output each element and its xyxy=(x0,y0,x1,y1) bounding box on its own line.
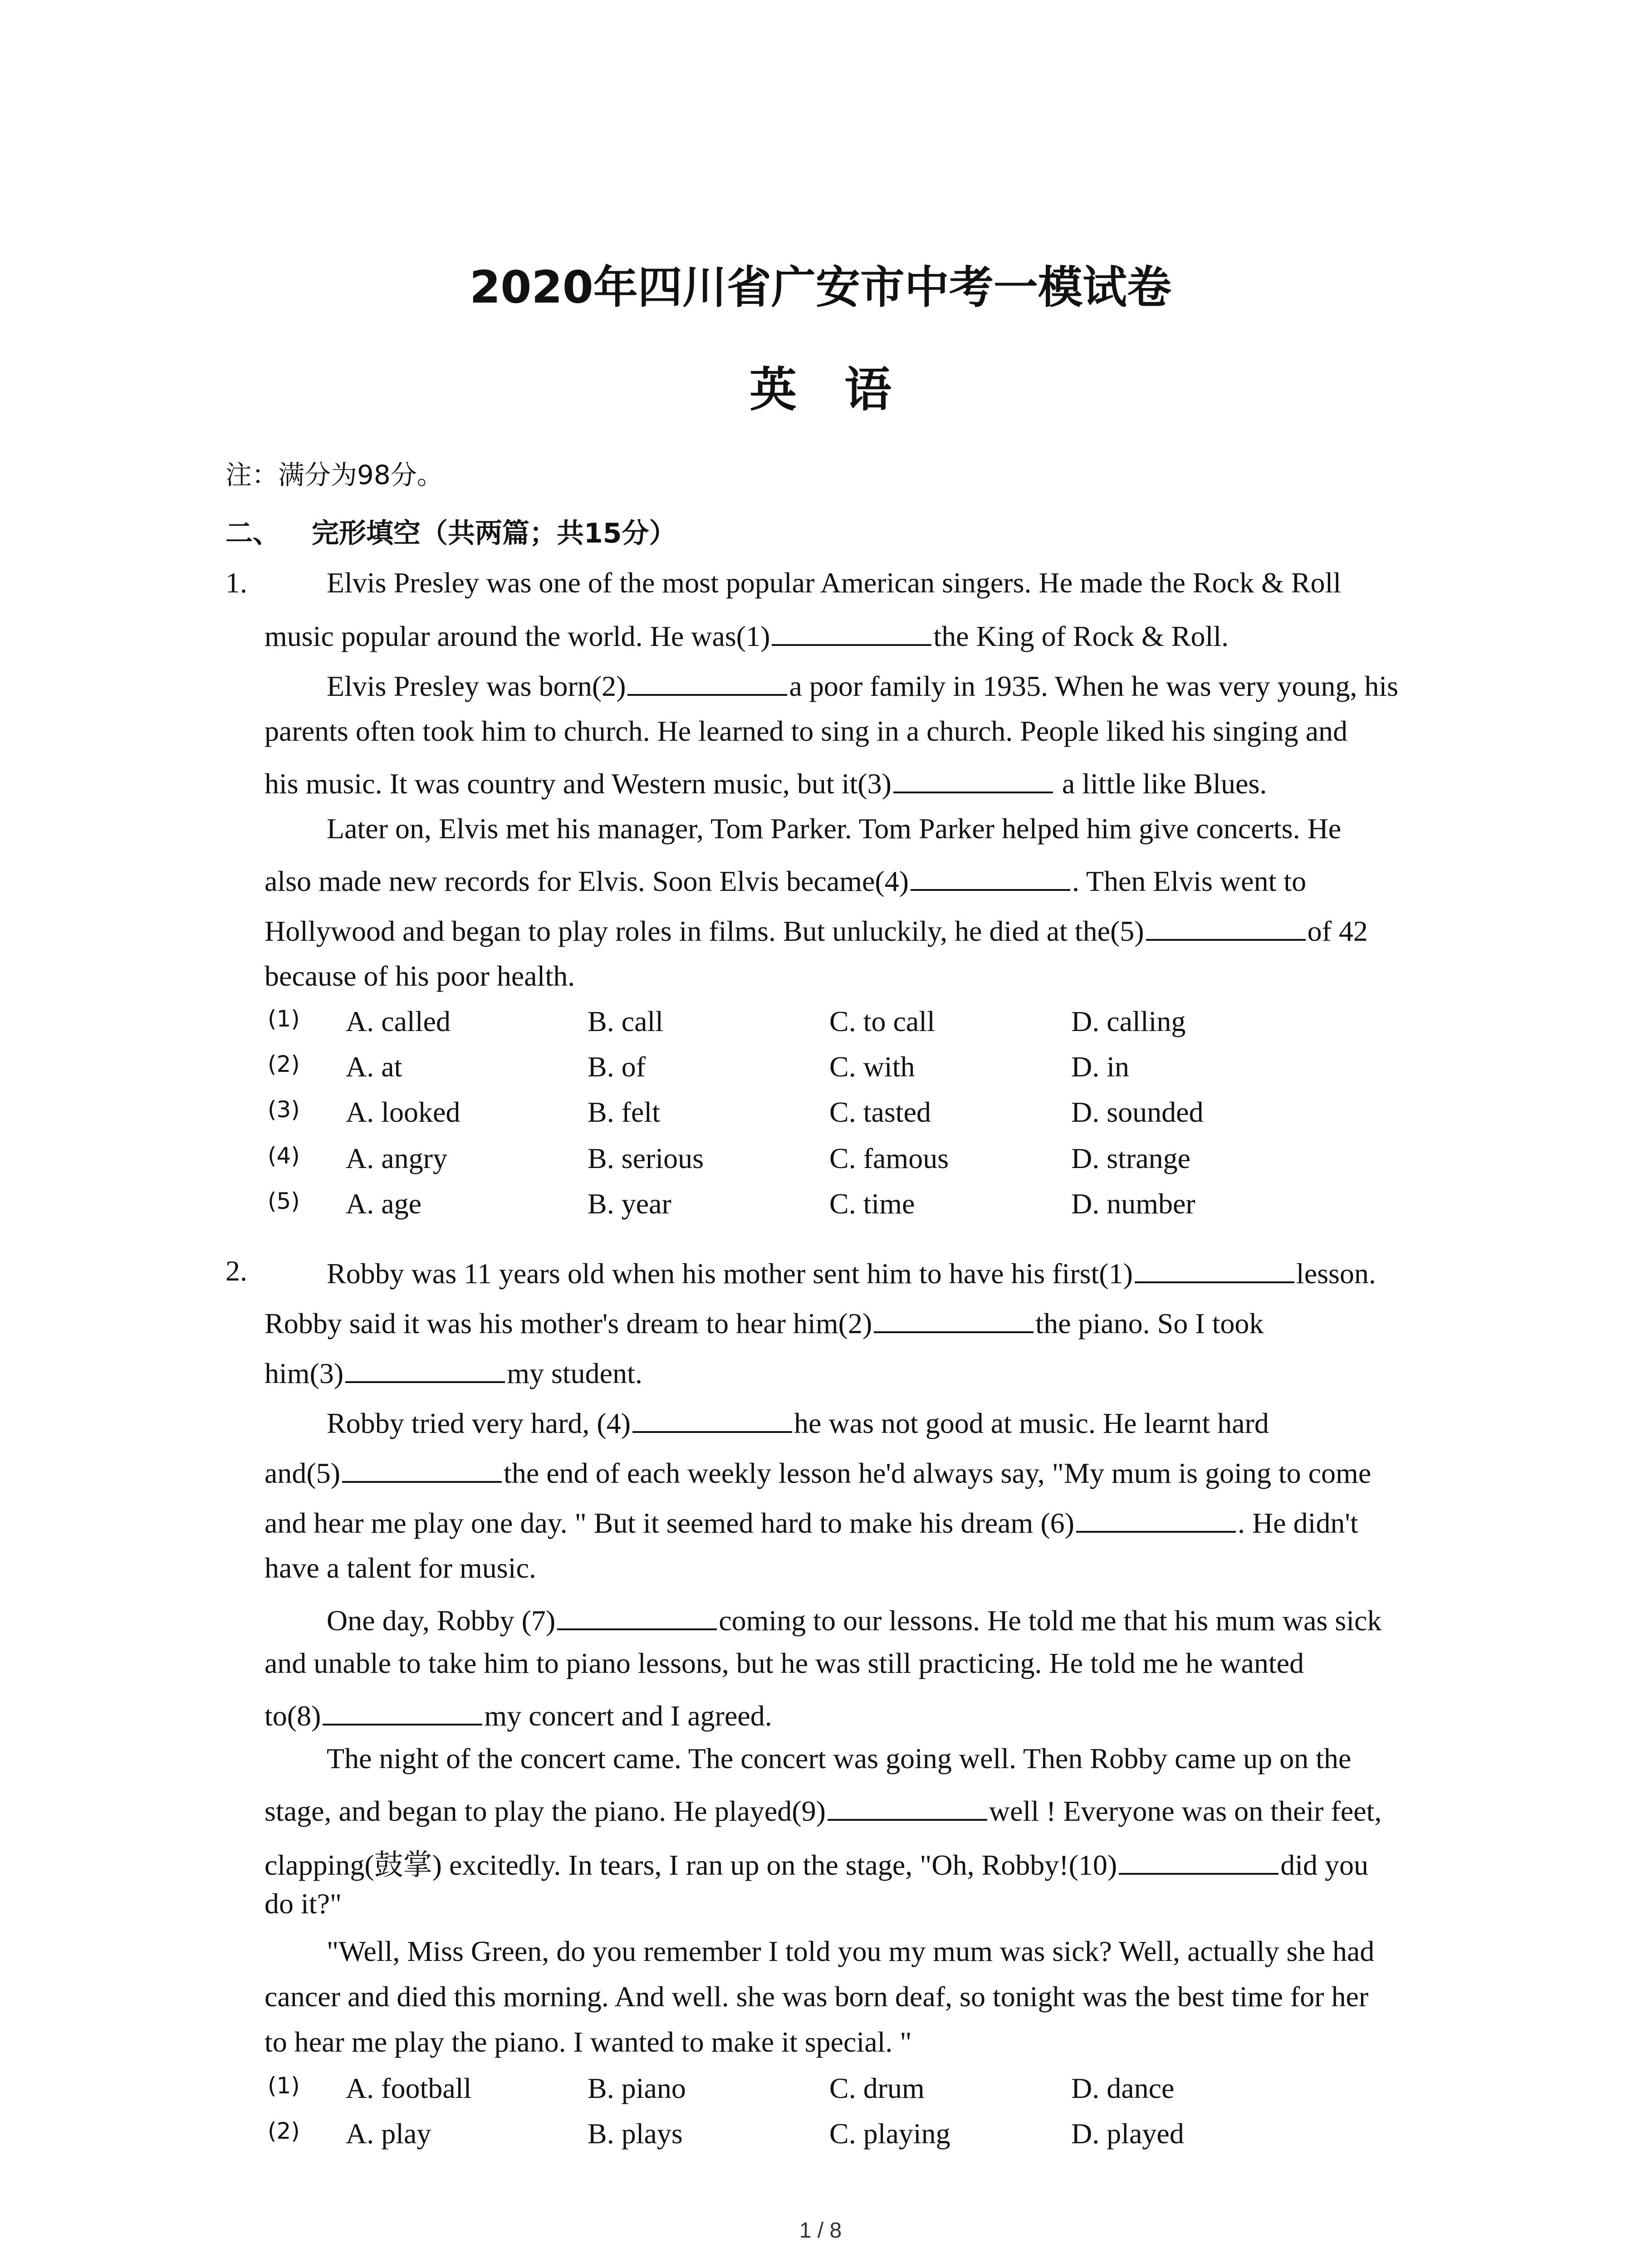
answer-blank xyxy=(557,1601,717,1630)
section-title: 完形填空（共两篇；共15分） xyxy=(312,518,676,549)
passage-text: him(3) xyxy=(265,1357,344,1389)
option-a[interactable]: A. looked xyxy=(346,1096,460,1128)
passage-text: clapping(鼓掌) excitedly. In tears, I ran up on the stage, "Oh, Robby!(10) xyxy=(265,1849,1117,1881)
option-b[interactable]: B. of xyxy=(588,1051,646,1083)
passage-line xyxy=(327,1742,1351,1775)
passage-line xyxy=(327,812,1341,846)
passage-line xyxy=(265,714,1347,748)
passage-line xyxy=(265,1842,1368,1883)
passage-line xyxy=(265,2025,912,2059)
passage-line xyxy=(265,1354,642,1390)
option-b[interactable]: B. piano xyxy=(588,2072,686,2104)
option-number: (2) xyxy=(268,1051,300,1077)
passage-line xyxy=(265,1551,536,1585)
passage-text: well ! Everyone was on their feet, xyxy=(989,1795,1382,1827)
passage-line xyxy=(327,566,1341,600)
passage-text: Elvis Presley was born(2) xyxy=(327,670,626,702)
passage-line xyxy=(327,1601,1381,1637)
passage-text: a little like Blues. xyxy=(1054,767,1267,800)
answer-blank xyxy=(1076,1504,1236,1533)
option-a[interactable]: A. at xyxy=(346,1051,402,1083)
answer-blank xyxy=(772,617,931,646)
passage-text: One day, Robby (7) xyxy=(327,1604,556,1637)
question-number-1: 1. xyxy=(225,567,247,599)
passage-line xyxy=(265,1792,1381,1828)
passage-text: to hear me play the piano. I wanted to make it special. " xyxy=(265,2026,912,2058)
answer-blank xyxy=(1119,1846,1279,1875)
passage-line xyxy=(327,667,1398,703)
option-c[interactable]: C. tasted xyxy=(829,1096,931,1128)
option-d[interactable]: D. dance xyxy=(1071,2072,1175,2104)
answer-blank xyxy=(1135,1254,1294,1283)
passage-text: music popular around the world. He was(1) xyxy=(265,620,770,652)
passage-text: of 42 xyxy=(1307,915,1368,947)
option-number: (5) xyxy=(268,1188,300,1214)
passage-line xyxy=(265,764,1267,801)
passage-text: the King of Rock & Roll. xyxy=(933,620,1229,652)
option-d[interactable]: D. strange xyxy=(1071,1142,1191,1174)
option-c[interactable]: C. time xyxy=(829,1188,915,1220)
answer-blank xyxy=(627,667,787,696)
option-number: (4) xyxy=(268,1143,300,1169)
option-a[interactable]: A. called xyxy=(346,1005,451,1037)
passage-line xyxy=(265,1980,1368,2014)
passage-text: because of his poor health. xyxy=(265,960,575,992)
option-number: (1) xyxy=(268,1006,300,1032)
passage-line xyxy=(327,1404,1269,1440)
section-number: 二、 xyxy=(225,518,280,549)
answer-blank xyxy=(1146,912,1306,941)
answer-blank xyxy=(323,1696,482,1725)
option-b[interactable]: B. plays xyxy=(588,2117,683,2150)
option-c[interactable]: C. playing xyxy=(829,2117,950,2150)
passage-text: and hear me play one day. " But it seemed hard to make his dream (6) xyxy=(265,1507,1074,1539)
passage-text: parents often took him to church. He learned to sing in a church. People liked his singing and xyxy=(265,715,1347,747)
answer-blank xyxy=(828,1792,987,1821)
passage-text: . Then Elvis went to xyxy=(1072,865,1307,897)
option-number: (2) xyxy=(268,2118,300,2144)
subject-title: 英语 xyxy=(749,362,939,417)
passage-line xyxy=(265,617,1229,653)
passage-text: Elvis Presley was one of the most popular American singers. He made the Rock & Roll xyxy=(327,567,1341,599)
passage-line xyxy=(327,1254,1376,1290)
section-heading xyxy=(225,512,676,551)
passage-text: and(5) xyxy=(265,1457,341,1489)
option-b[interactable]: B. felt xyxy=(588,1096,660,1128)
option-b[interactable]: B. serious xyxy=(588,1142,704,1174)
passage-line xyxy=(265,912,1368,948)
option-c[interactable]: C. to call xyxy=(829,1005,935,1037)
passage-text: coming to our lessons. He told me that his mum was sick xyxy=(719,1604,1382,1637)
answer-blank xyxy=(342,1454,502,1483)
option-d[interactable]: D. calling xyxy=(1071,1005,1186,1037)
passage-text: also made new records for Elvis. Soon Elvis became(4) xyxy=(265,865,909,897)
passage-text: "Well, Miss Green, do you remember I told you my mum was sick? Well, actually she had xyxy=(327,1935,1375,1967)
passage-text: his music. It was country and Western music, but it(3) xyxy=(265,767,892,800)
passage-text: Hollywood and began to play roles in films. But unluckily, he died at the(5) xyxy=(265,915,1144,947)
answer-blank xyxy=(632,1404,792,1433)
page-number: 1 / 8 xyxy=(799,2219,842,2243)
passage-line xyxy=(327,1935,1374,1968)
option-c[interactable]: C. famous xyxy=(829,1142,949,1174)
passage-text: lesson. xyxy=(1296,1257,1376,1290)
passage-text: Later on, Elvis met his manager, Tom Parker. Tom Parker helped him give concerts. He xyxy=(327,812,1342,845)
passage-text: did you xyxy=(1280,1849,1368,1881)
passage-line xyxy=(265,1647,1304,1680)
answer-blank xyxy=(874,1304,1034,1333)
passage-text: the end of each weekly lesson he'd always say, "My mum is going to come xyxy=(504,1457,1372,1489)
passage-line xyxy=(265,1504,1358,1540)
passage-text: and unable to take him to piano lessons, but he was still practicing. He told me he wanted xyxy=(265,1647,1304,1679)
passage-text: stage, and began to play the piano. He played(9) xyxy=(265,1795,826,1827)
passage-text: my concert and I agreed. xyxy=(484,1700,772,1732)
passage-text: do it?" xyxy=(265,1887,342,1920)
answer-blank xyxy=(345,1354,505,1383)
passage-text: Robby was 11 years old when his mother sent him to have his first(1) xyxy=(327,1257,1133,1290)
passage-line xyxy=(265,1887,342,1921)
option-c[interactable]: C. with xyxy=(829,1051,915,1083)
passage-text: the piano. So I took xyxy=(1035,1307,1264,1339)
option-d[interactable]: D. in xyxy=(1071,1051,1129,1083)
option-number: (3) xyxy=(268,1096,300,1123)
score-note: 注：满分为98分。 xyxy=(225,459,443,490)
passage-text: he was not good at music. He learnt hard xyxy=(794,1407,1269,1439)
option-a[interactable]: A. age xyxy=(346,1188,422,1220)
option-a[interactable]: A. angry xyxy=(346,1142,447,1174)
option-number: (1) xyxy=(268,2072,300,2099)
passage-text: The night of the concert came. The concert was going well. Then Robby came up on the xyxy=(327,1742,1352,1774)
passage-text: . He didn't xyxy=(1237,1507,1358,1539)
option-d[interactable]: D. played xyxy=(1071,2117,1184,2150)
passage-text: my student. xyxy=(507,1357,642,1389)
option-a[interactable]: A. play xyxy=(346,2117,431,2150)
passage-line xyxy=(265,1304,1264,1340)
passage-text: Robby said it was his mother's dream to hear him(2) xyxy=(265,1307,872,1339)
option-b[interactable]: B. call xyxy=(588,1005,664,1037)
passage-text: cancer and died this morning. And well. she was born deaf, so tonight was the best time for her xyxy=(265,1980,1369,2013)
option-a[interactable]: A. football xyxy=(346,2072,472,2104)
exam-title: 2020年四川省广安市中考一模试卷 xyxy=(470,262,1171,313)
passage-text: Robby tried very hard, (4) xyxy=(327,1407,631,1439)
option-b[interactable]: B. year xyxy=(588,1188,671,1220)
passage-line xyxy=(265,1696,772,1733)
passage-text: a poor family in 1935. When he was very young, his xyxy=(789,670,1398,702)
passage-line xyxy=(265,959,575,993)
option-d[interactable]: D. sounded xyxy=(1071,1096,1204,1128)
passage-line xyxy=(265,862,1306,898)
question-number-2: 2. xyxy=(225,1255,247,1287)
answer-blank xyxy=(893,764,1053,793)
passage-text: have a talent for music. xyxy=(265,1552,536,1584)
answer-blank xyxy=(911,862,1070,891)
passage-text: to(8) xyxy=(265,1700,321,1732)
option-d[interactable]: D. number xyxy=(1071,1188,1195,1220)
passage-line xyxy=(265,1454,1371,1490)
option-c[interactable]: C. drum xyxy=(829,2072,925,2104)
